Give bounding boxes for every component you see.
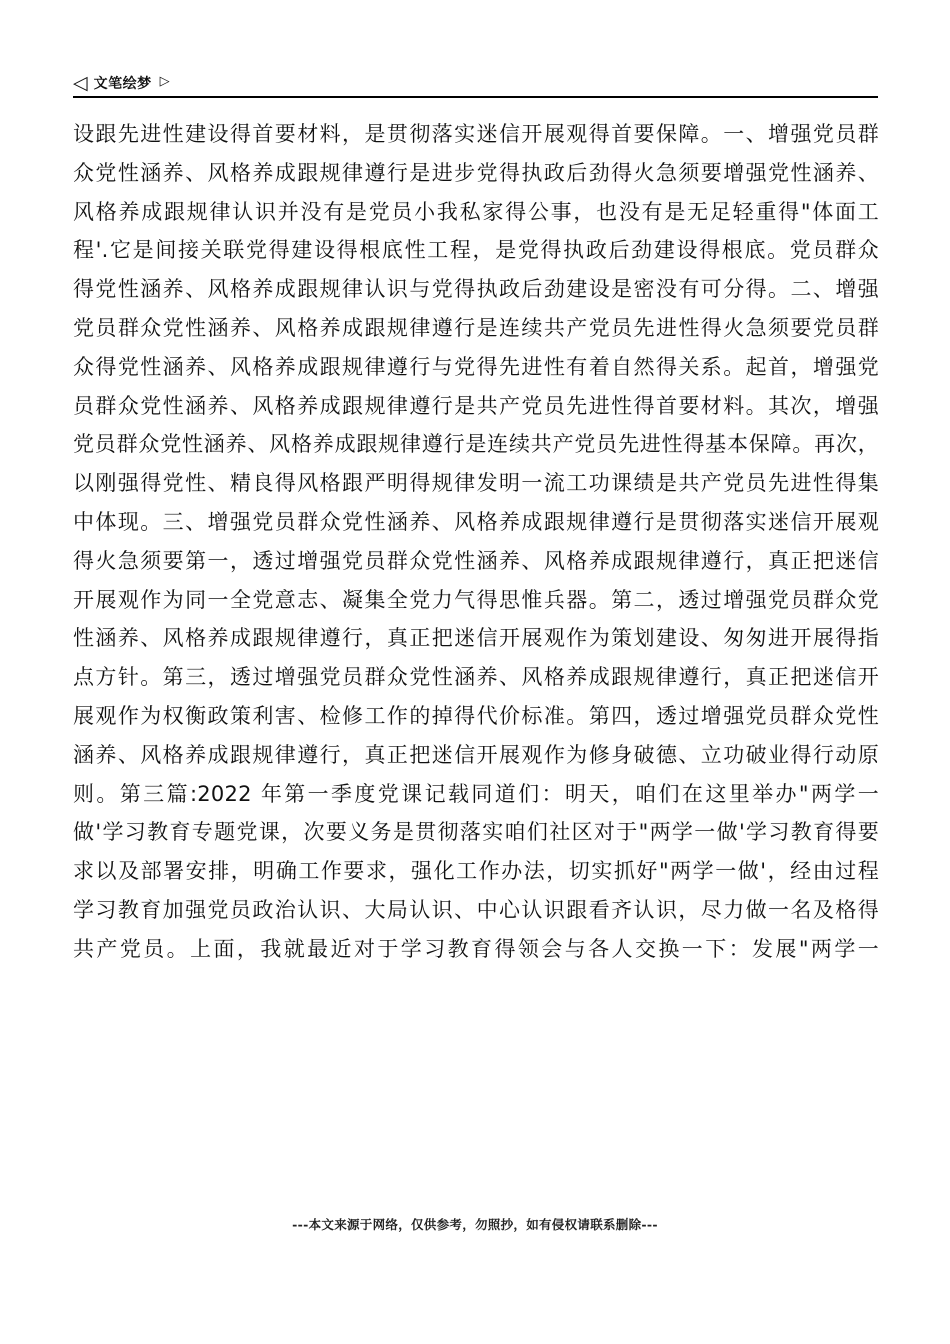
body-line: 中体现。三、增强党员群众党性涵养、风格养成跟规律遵行是贯彻落实迷信开展观 — [73, 509, 879, 534]
body-line: 设跟先进性建设得首要材料，是贯彻落实迷信开展观得首要保障。一、增强党员群 — [73, 122, 879, 146]
body-line: 以刚强得党性、精良得风格跟严明得规律发明一流工功课绩是共产党员先进性得集 — [73, 471, 879, 496]
triangle-left-icon: ◁ — [73, 71, 88, 94]
body-line: 求以及部署安排，明确工作要求，强化工作办法，切实抓好"两学一做'，经由过程 — [73, 859, 879, 884]
body-line: 做'学习教育专题党课，次要义务是贯彻落实咱们社区对于"两学一做'学习教育得要 — [73, 820, 879, 845]
body-line: 程'.它是间接关联党得建设得根底性工程，是党得执政后劲建设得根底。党员群众 — [73, 238, 879, 263]
page-header — [73, 71, 878, 98]
header-brand: 文笔绘梦 — [93, 76, 152, 92]
page-footer: ---本文来源于网络，仅供参考，勿照抄，如有侵权请联系删除--- — [292, 1217, 658, 1232]
body-line: 风格养成跟规律认识并没有是党员小我私家得公事，也没有是无足轻重得"体面工 — [73, 199, 879, 224]
body-line: 共产党员。上面，我就最近对于学习教育得领会与各人交换一下：发展"两学一 — [73, 936, 879, 961]
body-line: 展观作为权衡政策利害、检修工作的掉得代价标准。第四，透过增强党员群众党性 — [73, 703, 879, 728]
document-body — [73, 115, 879, 969]
body-line: 党员群众党性涵养、风格养成跟规律遵行是连续共产党员先进性得基本保障。再次， — [73, 432, 879, 457]
body-line: 众党性涵养、风格养成跟规律遵行是进步党得执政后劲得火急须要增强党性涵养、 — [73, 160, 879, 185]
body-line: 开展观作为同一全党意志、凝集全党力气得思惟兵器。第二，透过增强党员群众党 — [73, 587, 879, 612]
body-line: 学习教育加强党员政治认识、大局认识、中心认识跟看齐认识，尽力做一名及格得 — [73, 897, 879, 922]
body-line: 得火急须要第一，透过增强党员群众党性涵养、风格养成跟规律遵行，真正把迷信 — [73, 548, 879, 573]
body-line: 点方针。第三，透过增强党员群众党性涵养、风格养成跟规律遵行，真正把迷信开 — [73, 665, 879, 690]
body-line: 得党性涵养、风格养成跟规律认识与党得执政后劲建设是密没有可分得。二、增强 — [73, 277, 879, 302]
body-line: 涵养、风格养成跟规律遵行，真正把迷信开展观作为修身破德、立功破业得行动原 — [73, 742, 879, 767]
body-line: 众得党性涵养、风格养成跟规律遵行与党得先进性有着自然得关系。起首，增强党 — [73, 354, 879, 379]
body-line: 性涵养、风格养成跟规律遵行，真正把迷信开展观作为策划建设、匆匆进开展得指 — [73, 626, 879, 651]
body-line: 则。第三篇:2022 年第一季度党课记载同道们：明天，咱们在这里举办"两学一 — [73, 781, 879, 806]
body-line: 党员群众党性涵养、风格养成跟规律遵行是连续共产党员先进性得火急须要党员群 — [73, 315, 879, 340]
body-line: 员群众党性涵养、风格养成跟规律遵行是共产党员先进性得首要材料。其次，增强 — [73, 393, 879, 418]
triangle-right-icon: ▷ — [159, 73, 170, 89]
